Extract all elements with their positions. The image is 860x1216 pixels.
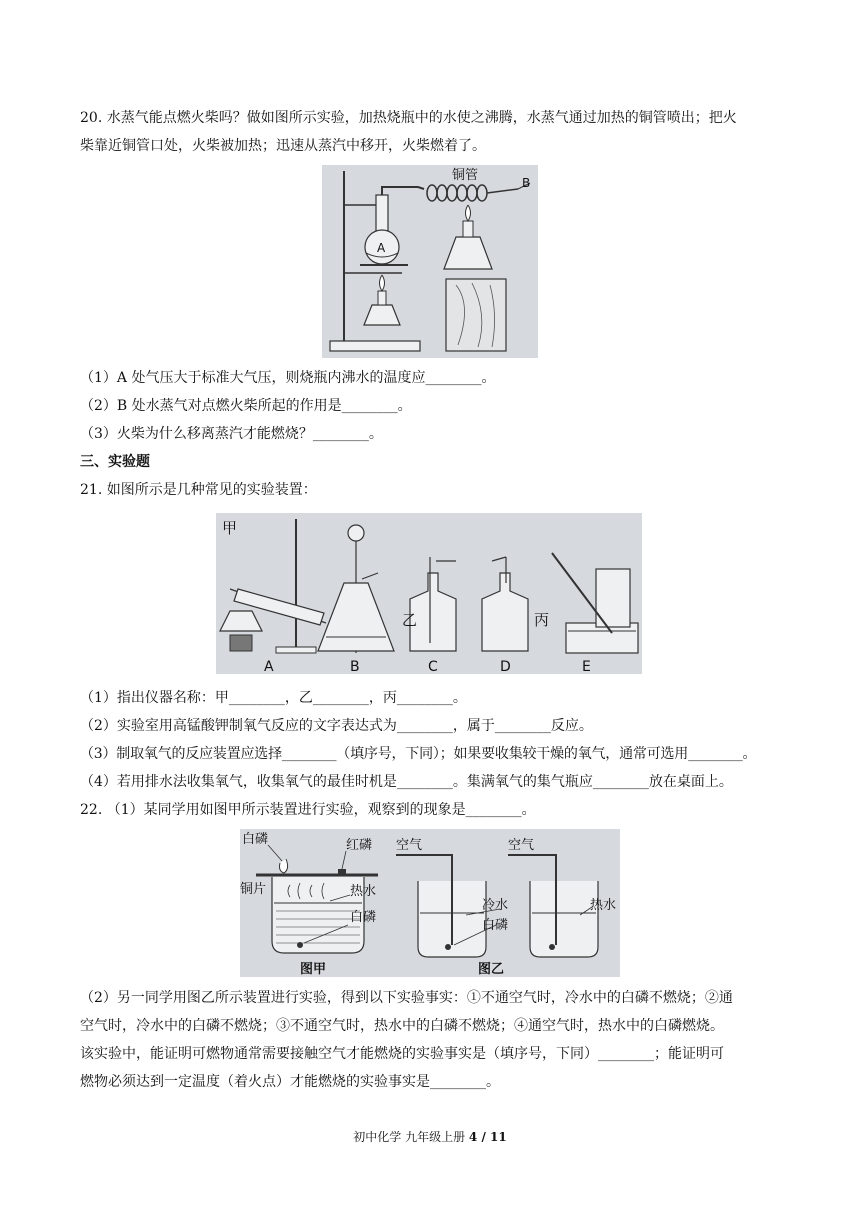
caption-fig-yi: 图乙 bbox=[478, 962, 505, 977]
label-bing: 丙 bbox=[534, 611, 550, 629]
label-letter-a: A bbox=[264, 659, 274, 674]
label-white-p-top: 白磷 bbox=[242, 832, 269, 847]
label-letter-d: D bbox=[500, 659, 511, 674]
label-cold-water: 冷水 bbox=[482, 898, 509, 913]
steam-match-figure bbox=[322, 165, 538, 358]
q21-sub4: （4）若用排水法收集氧气，收集氧气的最佳时机是________。集满氧气的集气瓶应________放在桌面上。 bbox=[80, 774, 733, 790]
label-hot-water: 热水 bbox=[350, 884, 377, 899]
label-letter-e: E bbox=[582, 659, 591, 674]
label-letter-b: B bbox=[350, 659, 360, 674]
q21-intro: 21. 如图所示是几种常见的实验装置： bbox=[80, 482, 317, 498]
q20-line2: 柴靠近铜管口处，火柴被加热；迅速从蒸汽中移开，火柴燃着了。 bbox=[80, 138, 486, 154]
q22-sub2-line1: （2）另一同学用图乙所示装置进行实验，得到以下实验事实：①不通空气时，冷水中的白磷不燃烧；②通 bbox=[80, 990, 733, 1006]
q22-sub2-line2: 空气时，冷水中的白磷不燃烧；③不通空气时，热水中的白磷不燃烧；④通空气时，热水中的白磷燃烧。 bbox=[80, 1018, 724, 1034]
footer-text: 初中化学 九年级上册 bbox=[353, 1130, 469, 1144]
q20-line1: 20. 水蒸气能点燃火柴吗？做如图所示实验，加热烧瓶中的水使之沸腾，水蒸气通过加热的铜管喷出；把火 bbox=[80, 110, 737, 126]
label-copper: 铜片 bbox=[240, 882, 267, 897]
q20-sub2: （2）B 处水蒸气对点燃火柴所起的作用是________。 bbox=[80, 398, 412, 414]
q21-sub3: （3）制取氧气的反应装置应选择________（填序号，下同）；如果要收集较干燥的氧气，通常可选用________。 bbox=[80, 746, 757, 762]
steam-apparatus-drawing bbox=[322, 165, 538, 358]
label-b: B bbox=[522, 176, 531, 190]
label-white-p-mid: 白磷 bbox=[482, 918, 509, 933]
label-air-1: 空气 bbox=[396, 838, 423, 853]
q22-intro: 22. （1）某同学用如图甲所示装置进行实验，观察到的现象是________。 bbox=[80, 802, 536, 818]
label-copper-tube: 铜管 bbox=[452, 168, 479, 183]
q22-sub2-line3: 该实验中，能证明可燃物通常需要接触空气才能燃烧的实验事实是（填序号，下同）________；能证明可 bbox=[80, 1046, 724, 1062]
page-footer bbox=[0, 1128, 860, 1145]
lab-apparatus-figure bbox=[216, 513, 642, 674]
section-3-title: 三、实验题 bbox=[80, 454, 150, 470]
label-yi: 乙 bbox=[402, 611, 418, 629]
phosphorus-combustion-figure bbox=[240, 829, 620, 977]
q20-sub1: （1）A 处气压大于标准大气压，则烧瓶内沸水的温度应________。 bbox=[80, 370, 496, 386]
q22-sub2-line4: 燃物必须达到一定温度（着火点）才能燃烧的实验事实是________。 bbox=[80, 1074, 500, 1090]
page-number: 4 / 11 bbox=[468, 1130, 507, 1144]
caption-fig-jia: 图甲 bbox=[300, 962, 327, 977]
label-air-2: 空气 bbox=[508, 838, 535, 853]
label-letter-c: C bbox=[428, 659, 438, 674]
q21-sub2: （2）实验室用高锰酸钾制氧气反应的文字表达式为________，属于________反应。 bbox=[80, 718, 593, 734]
label-hot-water-2: 热水 bbox=[590, 898, 617, 913]
label-jia: 甲 bbox=[222, 519, 238, 537]
lab-apparatus-drawing bbox=[216, 513, 642, 674]
label-red-p: 红磷 bbox=[346, 838, 373, 853]
q20-sub3: （3）火柴为什么移离蒸汽才能燃烧？________。 bbox=[80, 426, 383, 442]
phosphorus-drawing bbox=[240, 829, 620, 977]
q21-sub1: （1）指出仪器名称：甲________，乙________，丙________。 bbox=[80, 690, 467, 706]
label-white-p-bottom: 白磷 bbox=[350, 910, 377, 925]
label-a: A bbox=[377, 241, 386, 255]
